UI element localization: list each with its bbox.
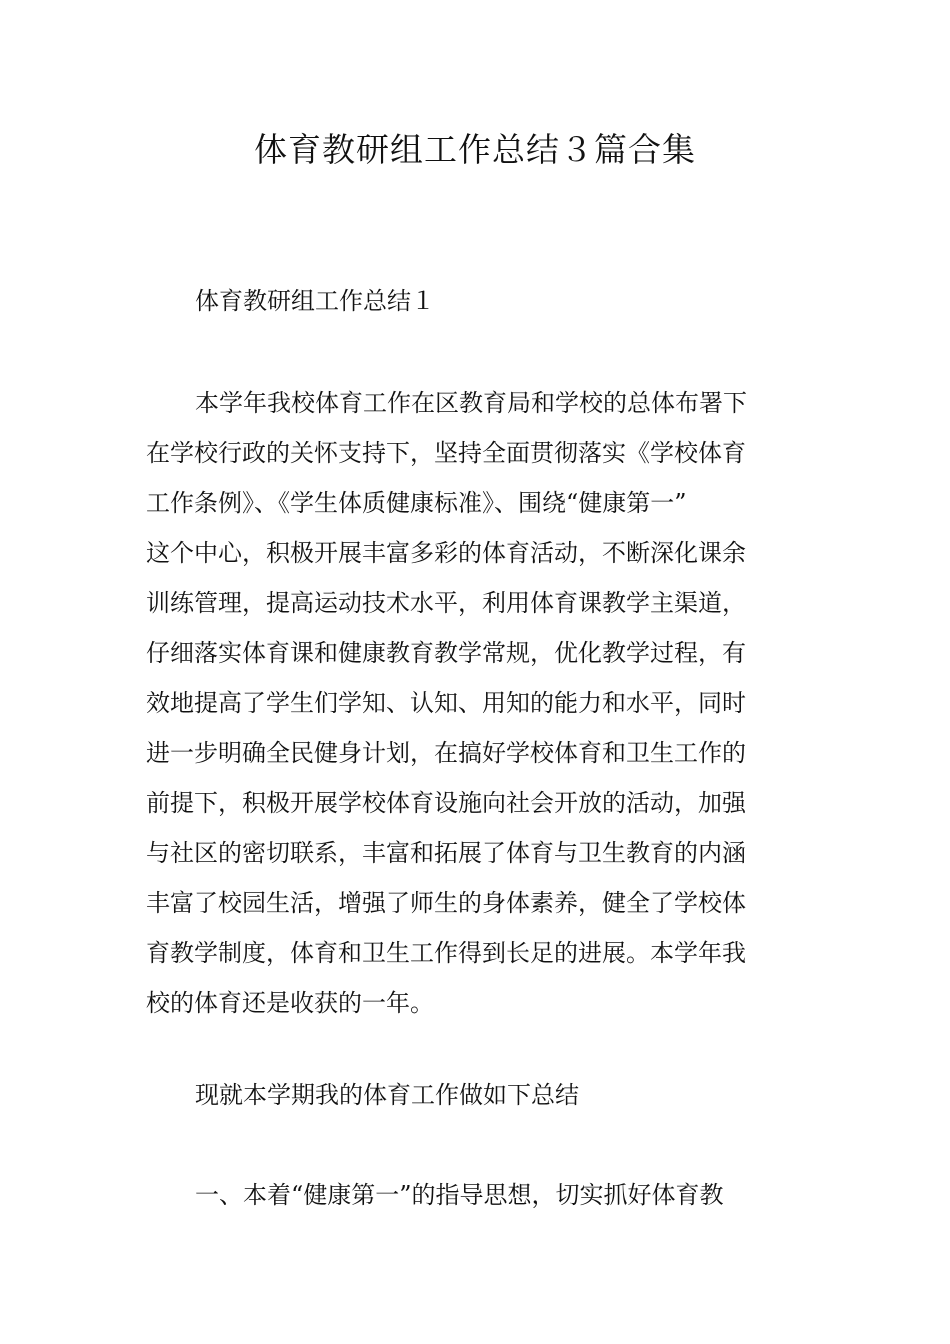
summary-intro: 现就本学期我的体育工作做如下总结 [195,1081,579,1109]
paragraph-line: 前提下，积极开展学校体育设施向社会开放的活动，加强 [146,789,746,817]
paragraph-line: 训练管理，提高运动技术水平，利用体育课教学主渠道， [146,589,746,617]
paragraph-line: 效地提高了学生们学知、认知、用知的能力和水平，同时 [146,689,746,717]
paragraph-line: 校的体育还是收获的一年。 [146,989,434,1017]
paragraph-line: 本学年我校体育工作在区教育局和学校的总体布署下 [195,389,747,417]
body-paragraph [146,378,826,1028]
paragraph-line: 工作条例》、《学生体质健康标准》、围绕“健康第一” [146,489,687,517]
paragraph-line: 与社区的密切联系，丰富和拓展了体育与卫生教育的内涵 [146,839,746,867]
document-title: 体育教研组工作总结３篇合集 [254,130,696,169]
section-heading: 体育教研组工作总结１ [195,287,435,315]
paragraph-line: 丰富了校园生活，增强了师生的身体素养，健全了学校体 [146,889,746,917]
paragraph-line: 育教学制度，体育和卫生工作得到长足的进展。本学年我 [146,939,746,967]
paragraph-line: 进一步明确全民健身计划，在搞好学校体育和卫生工作的 [146,739,746,767]
point-one-heading: 一、本着“健康第一”的指导思想，切实抓好体育教 [195,1181,724,1209]
paragraph-line: 在学校行政的关怀支持下，坚持全面贯彻落实《学校体育 [146,439,746,467]
paragraph-line: 仔细落实体育课和健康教育教学常规，优化教学过程，有 [146,639,746,667]
paragraph-line: 这个中心，积极开展丰富多彩的体育活动，不断深化课余 [146,539,746,567]
